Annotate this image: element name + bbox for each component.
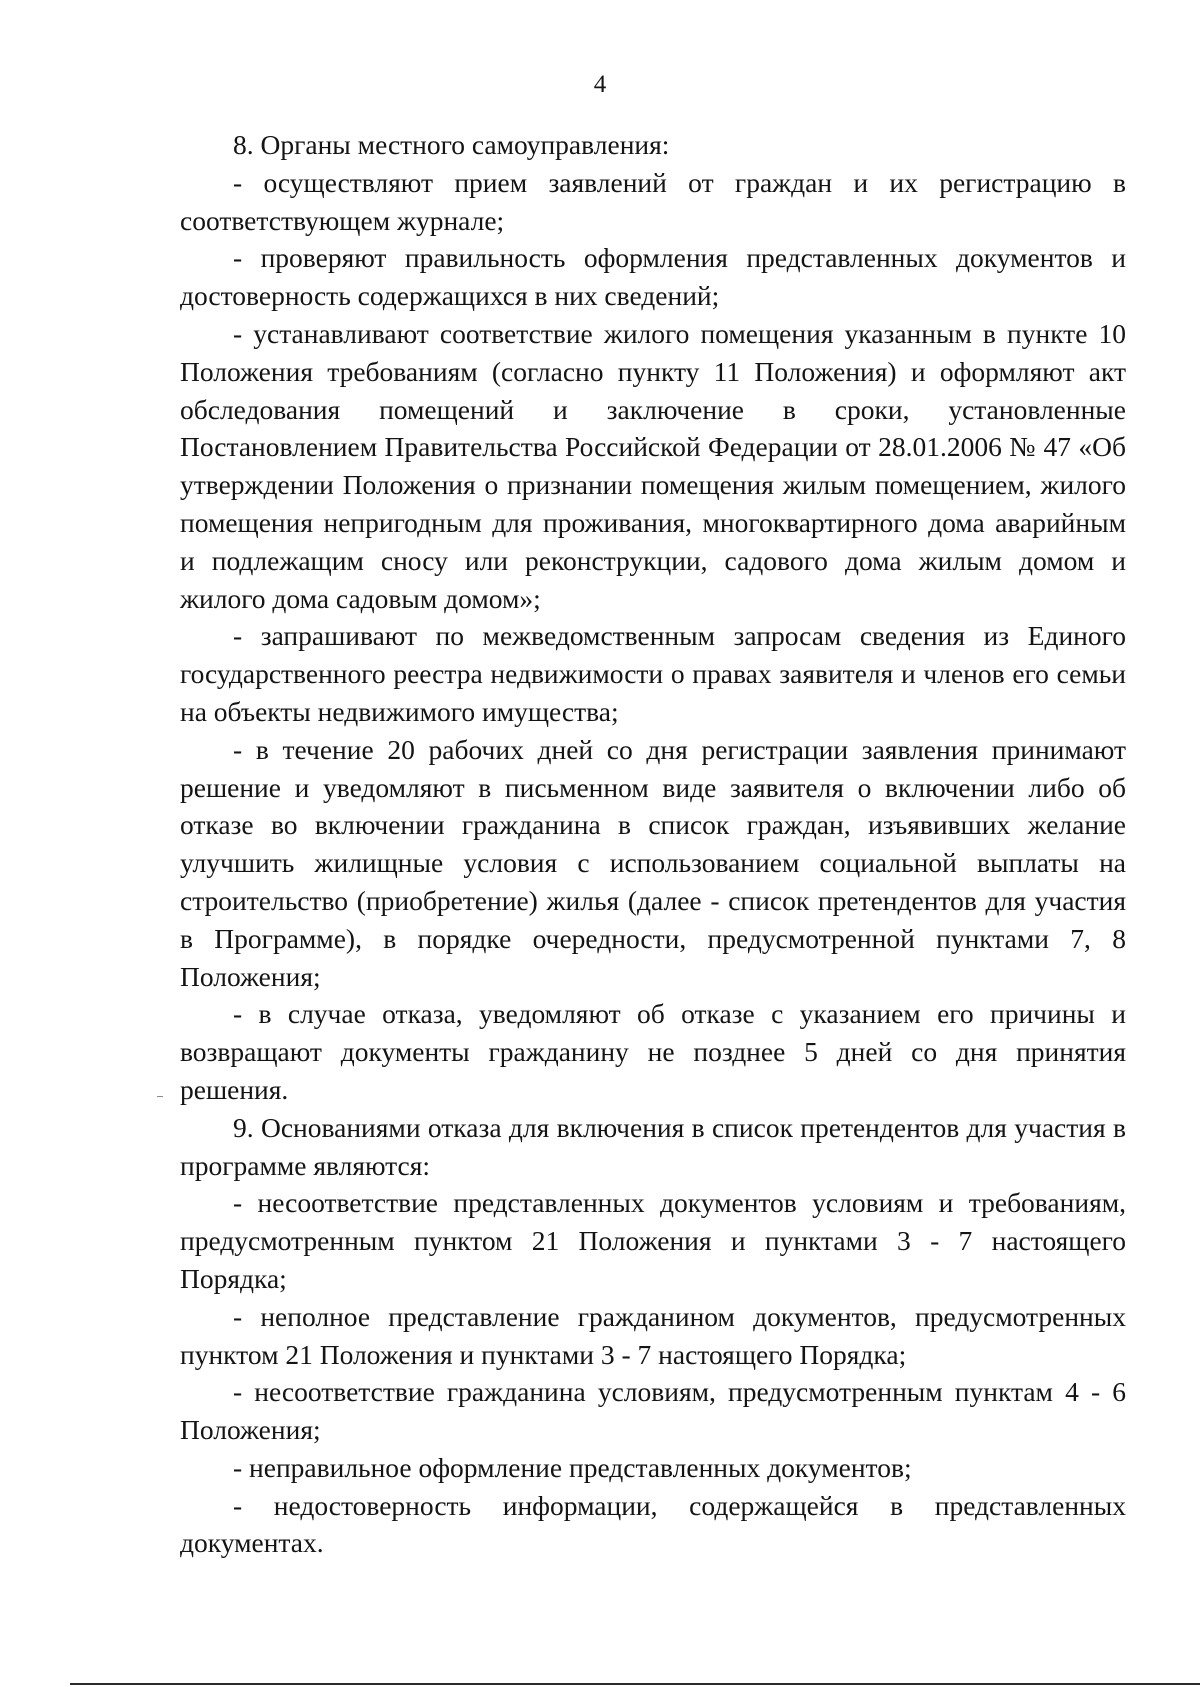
- list-item-refusal-notice: - в случае отказа, уведомляют об отказе с указанием его причины и возвращают документы гражданину не позднее 5 дней со дня принятия решения.: [180, 998, 1126, 1105]
- section-heading-9: 9. Основаниями отказа для включения в список претендентов для участия в программе являются:: [180, 1111, 1126, 1181]
- page-number: 4: [593, 71, 607, 98]
- list-item-accept-applications: - осуществляют прием заявлений от граждан и их регистрацию в соответствующем журнале;: [180, 166, 1126, 236]
- list-item-unreliable-information: - недостоверность информации, содержащейся в представленных документах.: [180, 1489, 1126, 1559]
- list-item-decision-notification: - в течение 20 рабочих дней со дня регистрации заявления принимают решение и уведомляют в письменном виде заявителя о включении либо об отказе во включении гражданина в список граждан, изъявивших желание улучшить жилищные условия с использованием социальной выплаты на строительство (приобретение) жилья (далее - список претендентов для участия в Программе), в порядке очередности, предусмотренной пунктами 7, 8 Положения;: [180, 733, 1126, 992]
- list-item-citizen-noncompliance: - несоответствие гражданина условиям, предусмотренным пунктам 4 - 6 Положения;: [180, 1376, 1126, 1446]
- list-item-incomplete-documents: - неполное представление гражданином документов, предусмотренных пунктом 21 Положения и пунктами 3 - 7 настоящего Порядка;: [180, 1300, 1126, 1370]
- list-item-incorrect-formatting: - неправильное оформление представленных документов;: [233, 1451, 912, 1483]
- list-item-verify-documents: - проверяют правильность оформления представленных документов и достоверность содержащихся в них сведений;: [180, 242, 1126, 312]
- document-body: [180, 126, 1126, 1562]
- list-item-interagency-requests: - запрашивают по межведомственным запросам сведения из Единого государственного реестра недвижимости о правах заявителя и членов его семьи на объекты недвижимого имущества;: [180, 620, 1126, 727]
- scan-bottom-edge: [70, 1683, 1200, 1685]
- list-item-nonconforming-documents: - несоответствие представленных документов условиям и требованиям, предусмотренным пунктом 21 Положения и пунктами 3 - 7 настоящего Порядка;: [180, 1187, 1126, 1294]
- list-item-establish-compliance: - устанавливают соответствие жилого помещения указанным в пункте 10 Положения требованиям (согласно пункту 11 Положения) и оформляют акт обследования помещений и заключение в сроки, установленные Постановлением Правительства Российской Федерации от 28.01.2006 № 47 «Об утверждении Положения о признании помещения жилым помещением, жилого помещения непригодным для проживания, многоквартирного дома аварийным и подлежащим сносу или реконструкции, садового дома жилым домом и жилого дома садовым домом»;: [180, 317, 1126, 614]
- section-heading-8: 8. Органы местного самоуправления:: [233, 129, 670, 160]
- scan-margin-mark: [157, 1096, 163, 1097]
